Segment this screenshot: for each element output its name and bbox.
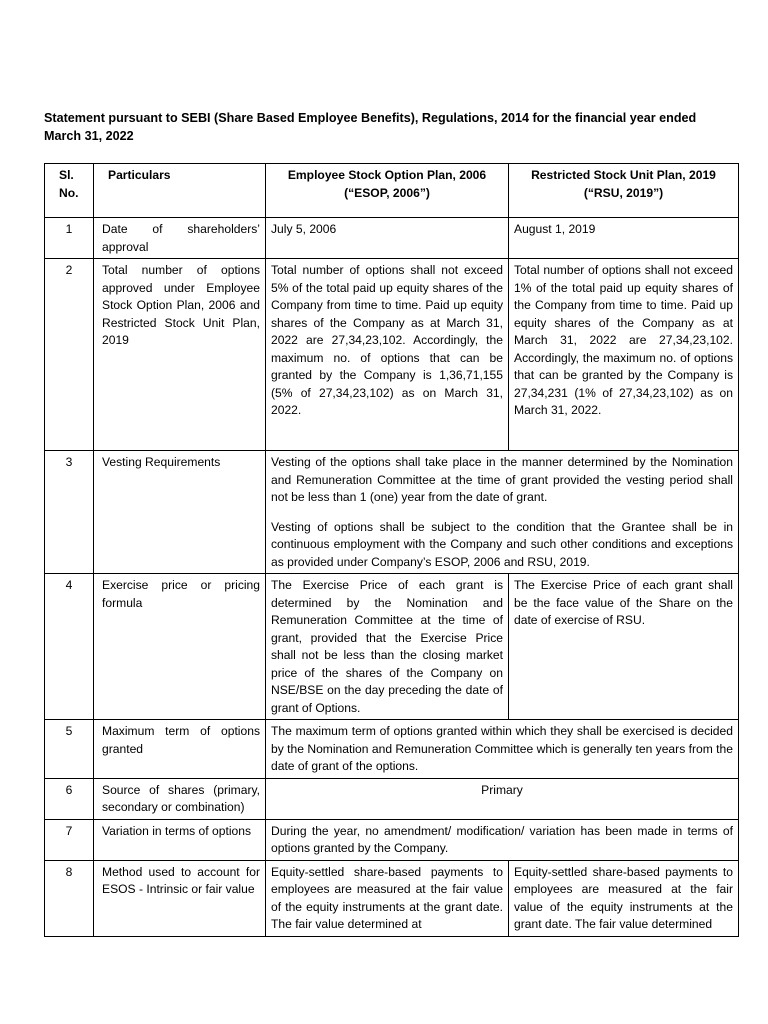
- row-sl: 7: [45, 819, 94, 860]
- row-rsu-value: August 1, 2019: [509, 218, 739, 259]
- row-merged-value: The maximum term of options granted within which they shall be exercised is decided by the Nomination and Remuneration Committee which is generally ten years from the date of grant of the options.: [266, 720, 739, 779]
- table-row: [45, 860, 739, 936]
- row-particulars: Method used to account for ESOS - Intrinsic or fair value: [94, 860, 266, 936]
- table-row: [45, 574, 739, 720]
- row-sl: 3: [45, 451, 94, 574]
- header-rsu: [509, 164, 739, 218]
- table-row: [45, 259, 739, 451]
- header-esop-line1: Employee Stock Option Plan, 2006: [287, 168, 487, 182]
- row-merged-value: [266, 451, 739, 574]
- row-particulars: Total number of options approved under Employee Stock Option Plan, 2006 and Restricted Stock Unit Plan, 2019: [94, 259, 266, 451]
- table-row: [45, 778, 739, 819]
- header-particulars: Particulars: [94, 164, 266, 218]
- row-sl: 2: [45, 259, 94, 451]
- row-rsu-value: The Exercise Price of each grant shall be the face value of the Share on the date of exercise of RSU.: [509, 574, 739, 720]
- row-esop-value: Total number of options shall not exceed 5% of the total paid up equity shares of the Company from time to time. Paid up equity shares of the Company as at March 31, 2022 are 27,34,23,102. Accordingly, the maximum no. of options that can be granted by the Company is 1,36,71,155 (5% of 27,34,23,102) as on March 31, 2022.: [266, 259, 509, 451]
- header-rsu-line1: Restricted Stock Unit Plan, 2019: [531, 168, 716, 182]
- row-sl: 1: [45, 218, 94, 259]
- header-esop-line2: (“ESOP, 2006”): [344, 185, 430, 200]
- row-rsu-value: Equity-settled share-based payments to employees are measured at the fair value of the equity instruments at the grant date. The fair value determined: [509, 860, 739, 936]
- table-row: [45, 819, 739, 860]
- row-particulars: Date of shareholders’ approval: [94, 218, 266, 259]
- row-sl: 5: [45, 720, 94, 779]
- row-merged-value: Primary: [266, 778, 739, 819]
- row-particulars: Exercise price or pricing formula: [94, 574, 266, 720]
- row-sl: 4: [45, 574, 94, 720]
- table-row: [45, 720, 739, 779]
- row-sl: 8: [45, 860, 94, 936]
- vesting-paragraph-2: Vesting of options shall be subject to the condition that the Grantee shall be in continuous employment with the Company and such other conditions and exceptions as provided under Company’s ESOP, 2006 and RSU, 2019.: [271, 519, 733, 569]
- table-header-row: [45, 164, 739, 218]
- header-rsu-line2: (“RSU, 2019”): [583, 185, 664, 200]
- esop-statement-table: [44, 163, 739, 937]
- row-esop-value: The Exercise Price of each grant is determined by the Nomination and Remuneration Committee at the time of grant, provided that the Exercise Price shall not be less than the closing market price of the shares of the Company on NSE/BSE on the day preceding the date of grant of Options.: [266, 574, 509, 720]
- row-particulars: Vesting Requirements: [94, 451, 266, 574]
- table-row: [45, 451, 739, 574]
- row-particulars: Variation in terms of options: [94, 819, 266, 860]
- table-row: [45, 218, 739, 259]
- header-esop: [266, 164, 509, 218]
- row-particulars: Source of shares (primary, secondary or combination): [94, 778, 266, 819]
- row-merged-value: During the year, no amendment/ modification/ variation has been made in terms of options granted by the Company.: [266, 819, 739, 860]
- row-esop-value: July 5, 2006: [266, 218, 509, 259]
- row-sl: 6: [45, 778, 94, 819]
- row-rsu-value: Total number of options shall not exceed 1% of the total paid up equity shares of the Company from time to time. Paid up equity shares of the Company as at March 31, 2022 are 27,34,23,102. Accordingly, the maximum no. of options that can be granted by the Company is 27,34,231 (1% of 27,34,23,102) as on March 31, 2022.: [509, 259, 739, 451]
- row-particulars: Maximum term of options granted: [94, 720, 266, 779]
- row-esop-value: Equity-settled share-based payments to employees are measured at the fair value of the equity instruments at the grant date. The fair value determined at: [266, 860, 509, 936]
- document-title: Statement pursuant to SEBI (Share Based Employee Benefits), Regulations, 2014 for the financial year ended March 31, 2022: [44, 111, 697, 143]
- vesting-paragraph-1: Vesting of the options shall take place in the manner determined by the Nomination and Remuneration Committee at the time of grant provided the vesting period shall not be less than 1 (one) year from the date of grant.: [271, 455, 733, 504]
- header-sl-no: Sl. No.: [45, 164, 94, 218]
